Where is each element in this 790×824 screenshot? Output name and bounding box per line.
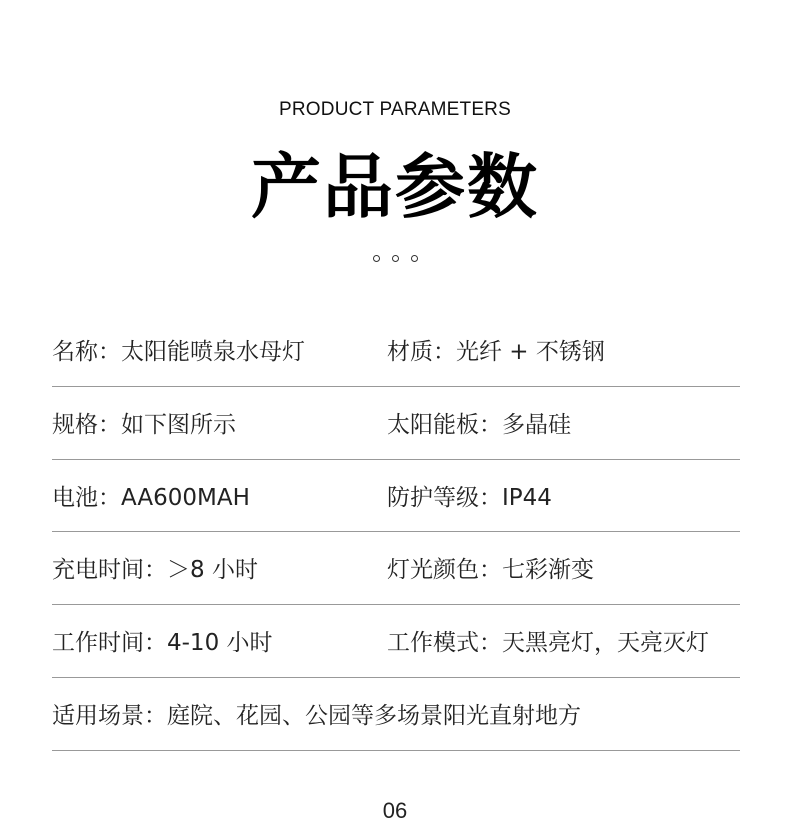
param-solar-panel: 太阳能板：多晶硅 [387, 411, 571, 438]
param-row [52, 314, 740, 387]
param-spec: 规格：如下图所示 [52, 411, 236, 438]
param-row [52, 387, 740, 460]
param-charge-time: 充电时间：＞8 小时 [52, 557, 258, 584]
param-battery: 电池：AA600MAH [52, 484, 250, 511]
param-row [52, 678, 740, 751]
param-name: 名称：太阳能喷泉水母灯 [52, 339, 305, 365]
decorative-dots [0, 255, 790, 262]
param-row [52, 460, 740, 533]
param-work-mode: 工作模式：天黑亮灯，天亮灭灯 [387, 630, 709, 657]
param-material: 材质：光纤 + 不锈钢 [387, 339, 605, 365]
page-number: 06 [382, 798, 408, 823]
circle-dot-icon [373, 255, 380, 262]
param-protection: 防护等级：IP44 [387, 484, 552, 511]
param-usage-scene: 适用场景：庭院、花园、公园等多场景阳光直射地方 [52, 702, 581, 729]
subtitle: PRODUCT PARAMETERS [279, 99, 511, 120]
page-title: 产品参数 [251, 146, 539, 228]
param-work-time: 工作时间：4-10 小时 [52, 630, 273, 657]
circle-dot-icon [392, 255, 399, 262]
param-row [52, 605, 740, 678]
param-light-color: 灯光颜色：七彩渐变 [387, 557, 594, 584]
parameters-table [52, 314, 740, 751]
circle-dot-icon [411, 255, 418, 262]
param-row [52, 532, 740, 605]
